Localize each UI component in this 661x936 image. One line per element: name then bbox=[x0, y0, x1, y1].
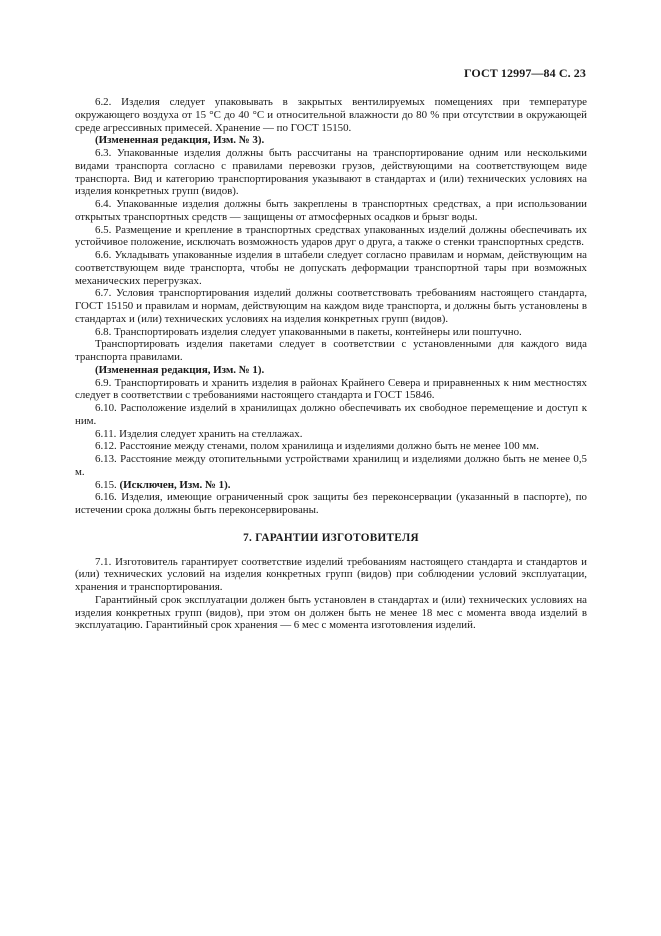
paragraph: 6.11. Изделия следует хранить на стеллажах. bbox=[95, 427, 303, 440]
amendment-note: (Измененная редакция, Изм. № 3). bbox=[95, 134, 265, 147]
paragraph: 6.4. Упакованные изделия должны быть закреплены в транспортных средствах, а при использовании открытых транспортных средств — защищены от атмосферных осадков и брызг воды. bbox=[75, 198, 587, 223]
paragraph: 6.3. Упакованные изделия должны быть рассчитаны на транспортирование одним или несколькими видами транспорта согласно с правилами перевозки грузов, действующими на соответствующем виде транспорта. Вид и категорию транспортирования указывают в стандартах и (или) технических условиях на изделия конкретных групп (видов). bbox=[75, 147, 587, 198]
paragraph: 6.6. Укладывать упакованные изделия в штабели следует согласно правилам и нормам, действующим на соответствующем виде транспорта, чтобы не допускать деформации транспортной тары при возможных механических перегрузках. bbox=[75, 249, 587, 287]
paragraph: 6.8. Транспортировать изделия следует упакованными в пакеты, контейнеры или поштучно. bbox=[95, 325, 522, 338]
paragraph: 6.10. Расположение изделий в хранилищах должно обеспечивать их свободное перемещение и доступ к ним. bbox=[75, 402, 587, 427]
paragraph: 6.5. Размещение и крепление в транспортных средствах упакованных изделий должны обеспечивать их устойчивое положение, исключать возможность ударов друг о друга, а также о стенки транспортных средств. bbox=[75, 223, 587, 249]
section-heading: 7. ГАРАНТИИ ИЗГОТОВИТЕЛЯ bbox=[243, 531, 419, 544]
item-number: 6.15. bbox=[95, 478, 117, 491]
paragraph: 7.1. Изготовитель гарантирует соответствие изделий требованиям настоящего стандарта и стандартов и (или) технических условий на изделия конкретных групп (видов) при соблюдении условий эксплуатации, хранения и транспортирования. bbox=[75, 555, 587, 593]
amendment-note: (Измененная редакция, Изм. № 1). bbox=[95, 363, 265, 376]
paragraph: 6.7. Условия транспортирования изделий должны соответствовать требованиям настоящего стандарта, ГОСТ 15150 и правилам и нормам, действующим на каждом виде транспорта, и должны быть установлены в стандартах и (или) технических условиях на изделия конкретных групп (видов). bbox=[75, 287, 587, 325]
section-6-paragraphs bbox=[75, 96, 587, 517]
document-body bbox=[75, 96, 587, 632]
paragraph: 6.9. Транспортировать и хранить изделия в районах Крайнего Севера и приравненных к ним местностях следует в соответствии с требованиями настоящего стандарта и ГОСТ 15846. bbox=[75, 376, 587, 402]
paragraph: 6.12. Расстояние между стенами, полом хранилища и изделиями должно быть не менее 100 мм. bbox=[95, 440, 539, 453]
paragraph: Гарантийный срок эксплуатации должен быть установлен в стандартах и (или) технических условиях на изделия конкретных групп (видов), при этом он должен быть не менее 18 мес с момента ввода изделий в эксплуатацию. Гарантийный срок хранения — 6 мес с момента изготовления изделий. bbox=[75, 593, 587, 632]
paragraph: 6.2. Изделия следует упаковывать в закрытых вентилируемых помещениях при температуре окружающего воздуха от 15 °С до 40 °С и относительной влажности до 80 % при отсутствии в окружающей среде агрессивных примесей. Хранение — по ГОСТ 15150. bbox=[75, 96, 587, 134]
paragraph: Транспортировать изделия пакетами следует в соответствии с установленными для каждого вида транспорта правилами. bbox=[75, 338, 587, 363]
paragraph: 6.13. Расстояние между отопительными устройствами хранилищ и изделиями должно быть не менее 0,5 м. bbox=[75, 453, 587, 478]
running-header: ГОСТ 12997—84 С. 23 bbox=[463, 66, 586, 80]
section-7-paragraphs bbox=[75, 556, 587, 633]
excluded-note: (Исключен, Изм. № 1). bbox=[119, 478, 231, 491]
paragraph: 6.16. Изделия, имеющие ограниченный срок защиты без переконсервации (указанный в паспорте), по истечении срока должны быть переконсервированы. bbox=[75, 491, 587, 516]
paragraph-6-15 bbox=[75, 479, 587, 492]
